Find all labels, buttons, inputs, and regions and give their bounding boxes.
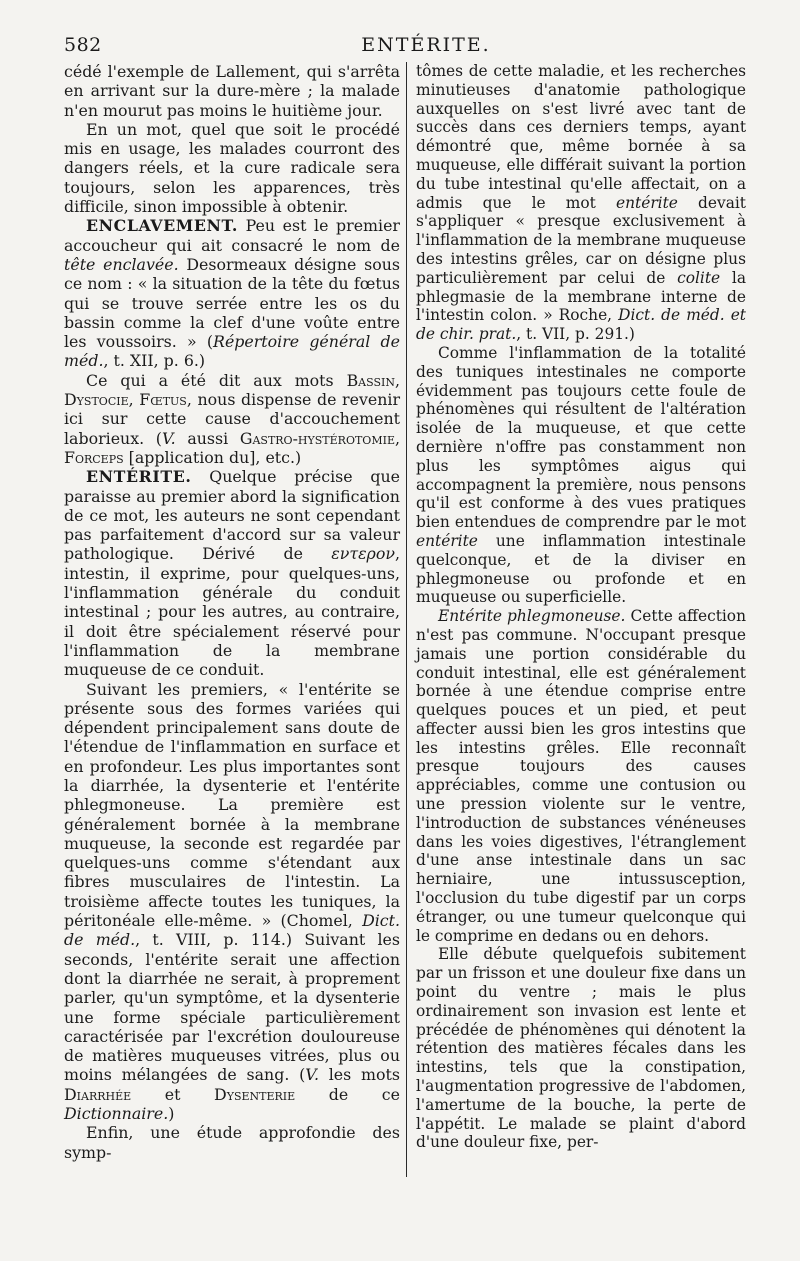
- text-run: Cette affection n'est pas commune. N'occupant presque jamais une portion considérable du conduit intestinal, elle est généralement bornée à une étendue comprise entre quelques pouces et un pied, et peut affecter aussi bien les gros intestins que les intestins grêles. Elle reconnaît presque toujours des causes appréciables, comme une contusion ou une pression violente sur le ventre, l'introduction de substances vénéneuses dans les voies digestives, l'étranglement d'une anse intestinale dans un sac herniaire, une intussusception, l'occlusion du tube digestif par un corps étranger, ou une tumeur quelconque qui le comprime en dedans ou en dehors.: [416, 607, 746, 945]
- paragraph: [64, 1123, 400, 1162]
- paragraph: [64, 680, 400, 1124]
- text-run: Diarrhée: [64, 1084, 132, 1104]
- text-run: Entérite phlegmoneuse.: [438, 607, 626, 626]
- text-run: , t. VII, p. 291.): [516, 325, 635, 344]
- column-rule: [406, 62, 407, 1177]
- text-run: Fœtus: [139, 390, 187, 410]
- text-run: ,: [394, 428, 400, 448]
- text-run: , nous dispense de revenir ici sur cette cause d'accouchement laborieux. (: [64, 390, 401, 448]
- text-run: Quelque précise que paraisse au premier abord la signification de ce mot, les auteurs ne sont cependant pas parfaitement d'accord sur sa valeur pathologique. Dérivé de: [64, 467, 400, 564]
- text-run: Enfin, une étude approfondie des symp-: [64, 1123, 400, 1162]
- paragraph: [64, 120, 400, 216]
- text-run: εντερον: [331, 544, 395, 564]
- text-run: devait s'appliquer « presque exclusivement à l'inflammation de la membrane muqueuse des intestins grêles, car on désigne plus particulièrement par celui de: [416, 193, 746, 287]
- text-run: ,: [128, 390, 140, 410]
- text-run: , t. XII, p. 6.): [103, 351, 206, 371]
- left-column: [64, 62, 400, 1162]
- running-title: ENTÉRITE.: [361, 34, 491, 56]
- text-run: V.: [305, 1065, 319, 1085]
- text-run: Dictionnaire.: [64, 1104, 169, 1124]
- text-run: Peu est le premier accoucheur qui ait consacré le nom de: [64, 216, 400, 255]
- text-run: , intestin, il exprime, pour quelques-uns, l'inflammation générale du conduit intestinal ; pour les autres, au contraire, il doit être spécialement réservé pour l'inflammation de la membrane muqueuse de ce conduit.: [64, 544, 400, 680]
- text-run: cédé l'exemple de Lallement, qui s'arrêta en arrivant sur la dure-mère ; la malade n'en mourut pas moins le huitième jour.: [64, 62, 400, 120]
- paragraph: [416, 607, 746, 945]
- text-run: Suivant les premiers, « l'entérite se présente sous des formes variées qui dépendent principalement sans doute de l'étendue de l'inflammation en surface et en profondeur. Les plus importantes sont la diarrhée, la dysenterie et l'entérite phlegmoneuse. La première est généralement bornée à la membrane muqueuse, la seconde est regardée par quelques-uns comme s'étendant aux fibres musculaires de l'intestin. La troisième affecte toutes les tuniques, la péritonéale elle-même. » (Chomel,: [64, 679, 400, 931]
- text-run: Desormeaux désigne sous ce nom : « la situation de la tête du fœtus qui se trouve serrée entre les os du bassin comme la clef d'une voûte entre les voussoirs. » (: [64, 254, 400, 352]
- text-run: Répertoire général de méd.: [64, 332, 401, 371]
- text-run: ,: [394, 370, 400, 390]
- paragraph: [64, 371, 400, 467]
- page-number: 582: [64, 34, 102, 56]
- text-run: Ce qui a été dit aux mots: [86, 370, 347, 390]
- text-run: colite: [677, 268, 721, 287]
- text-run: , t. VIII, p. 114.) Suivant les seconds, l'entérite serait une affection dont la diarrhée ne serait, à proprement parler, qu'un symptôme, et la dysenterie une forme spéciale particulièrement caractérisée par l'excrétion douloureuse de matières muqueuses vitrées, plus ou moins mélangées de sang. (: [64, 930, 400, 1085]
- text-run: une inflammation intestinale quelconque, et de la diviser en phlegmoneuse ou profonde et en muqueuse ou superficielle.: [416, 531, 746, 607]
- text-run: aussi: [175, 428, 240, 448]
- text-run: V.: [161, 428, 176, 448]
- text-run: et: [131, 1084, 215, 1104]
- text-run: Forceps: [64, 447, 124, 467]
- paragraph: [416, 945, 746, 1152]
- text-run: Bassin: [346, 370, 395, 390]
- text-run: Comme l'inflammation de la totalité des tuniques intestinales ne comporte évidemment pas toujours cette foule de phénomènes qui résultent de l'altération isolée de la muqueuse, et que cette dernière n'offre pas constamment non plus les symptômes aigus qui accompagnent la première, nous pensons qu'il est conforme à des vues pratiques bien entendues de comprendre par le mot: [416, 343, 746, 532]
- text-run: [application du], etc.): [123, 447, 302, 467]
- text-run: Dysenterie: [214, 1084, 296, 1104]
- text-run: la phlegmasie de la membrane interne de l'intestin colon. » Roche,: [416, 268, 746, 325]
- entry-heading: ENTÉRITE.: [86, 467, 192, 487]
- entry-heading: ENCLAVEMENT.: [86, 216, 238, 236]
- right-column: [416, 62, 746, 1152]
- text-run: entérite: [416, 531, 478, 550]
- text-run: Dystocie: [64, 390, 129, 410]
- text-run: ): [168, 1104, 175, 1124]
- text-run: Dict. de méd.: [64, 911, 400, 950]
- text-run: tômes de cette maladie, et les recherches minutieuses d'anatomie pathologique auxquelles on s'est livré avec tant de succès dans ces derniers temps, ayant démontré que, même bornée à sa muqueuse, elle différait suivant la portion du tube intestinal qu'elle affectait, on a admis que le mot: [416, 62, 746, 212]
- text-run: Dict. de méd. et de chir. prat.: [416, 306, 746, 344]
- text-run: entérite: [616, 193, 678, 212]
- text-run: Gastro-hystérotomie: [239, 428, 395, 448]
- paragraph: [416, 344, 746, 607]
- text-run: Elle débute quelquefois subitement par un frisson et une douleur fixe dans un point du ventre ; mais le plus ordinairement son invasion est lente et précédée de phénomènes qui dénotent la rétention des matières fécales dans les intestins, tels que la constipation, l'augmentation progressive de l'abdomen, l'amertume de la bouche, la perte de l'appétit. Le malade se plaint d'abord d'une douleur fixe, per-: [416, 945, 746, 1152]
- paragraph: [64, 216, 400, 370]
- paragraph: [416, 62, 746, 344]
- text-run: En un mot, quel que soit le procédé mis en usage, les malades courront des dangers réels, et la cure radicale sera toujours, selon les apparences, très difficile, sinon impossible à obtenir.: [64, 119, 400, 217]
- text-run: tête enclavée.: [64, 254, 179, 274]
- page-header: [64, 34, 788, 58]
- paragraph: [64, 467, 400, 679]
- paragraph: [64, 62, 400, 120]
- text-run: les mots: [318, 1065, 400, 1085]
- text-run: de ce: [295, 1084, 400, 1104]
